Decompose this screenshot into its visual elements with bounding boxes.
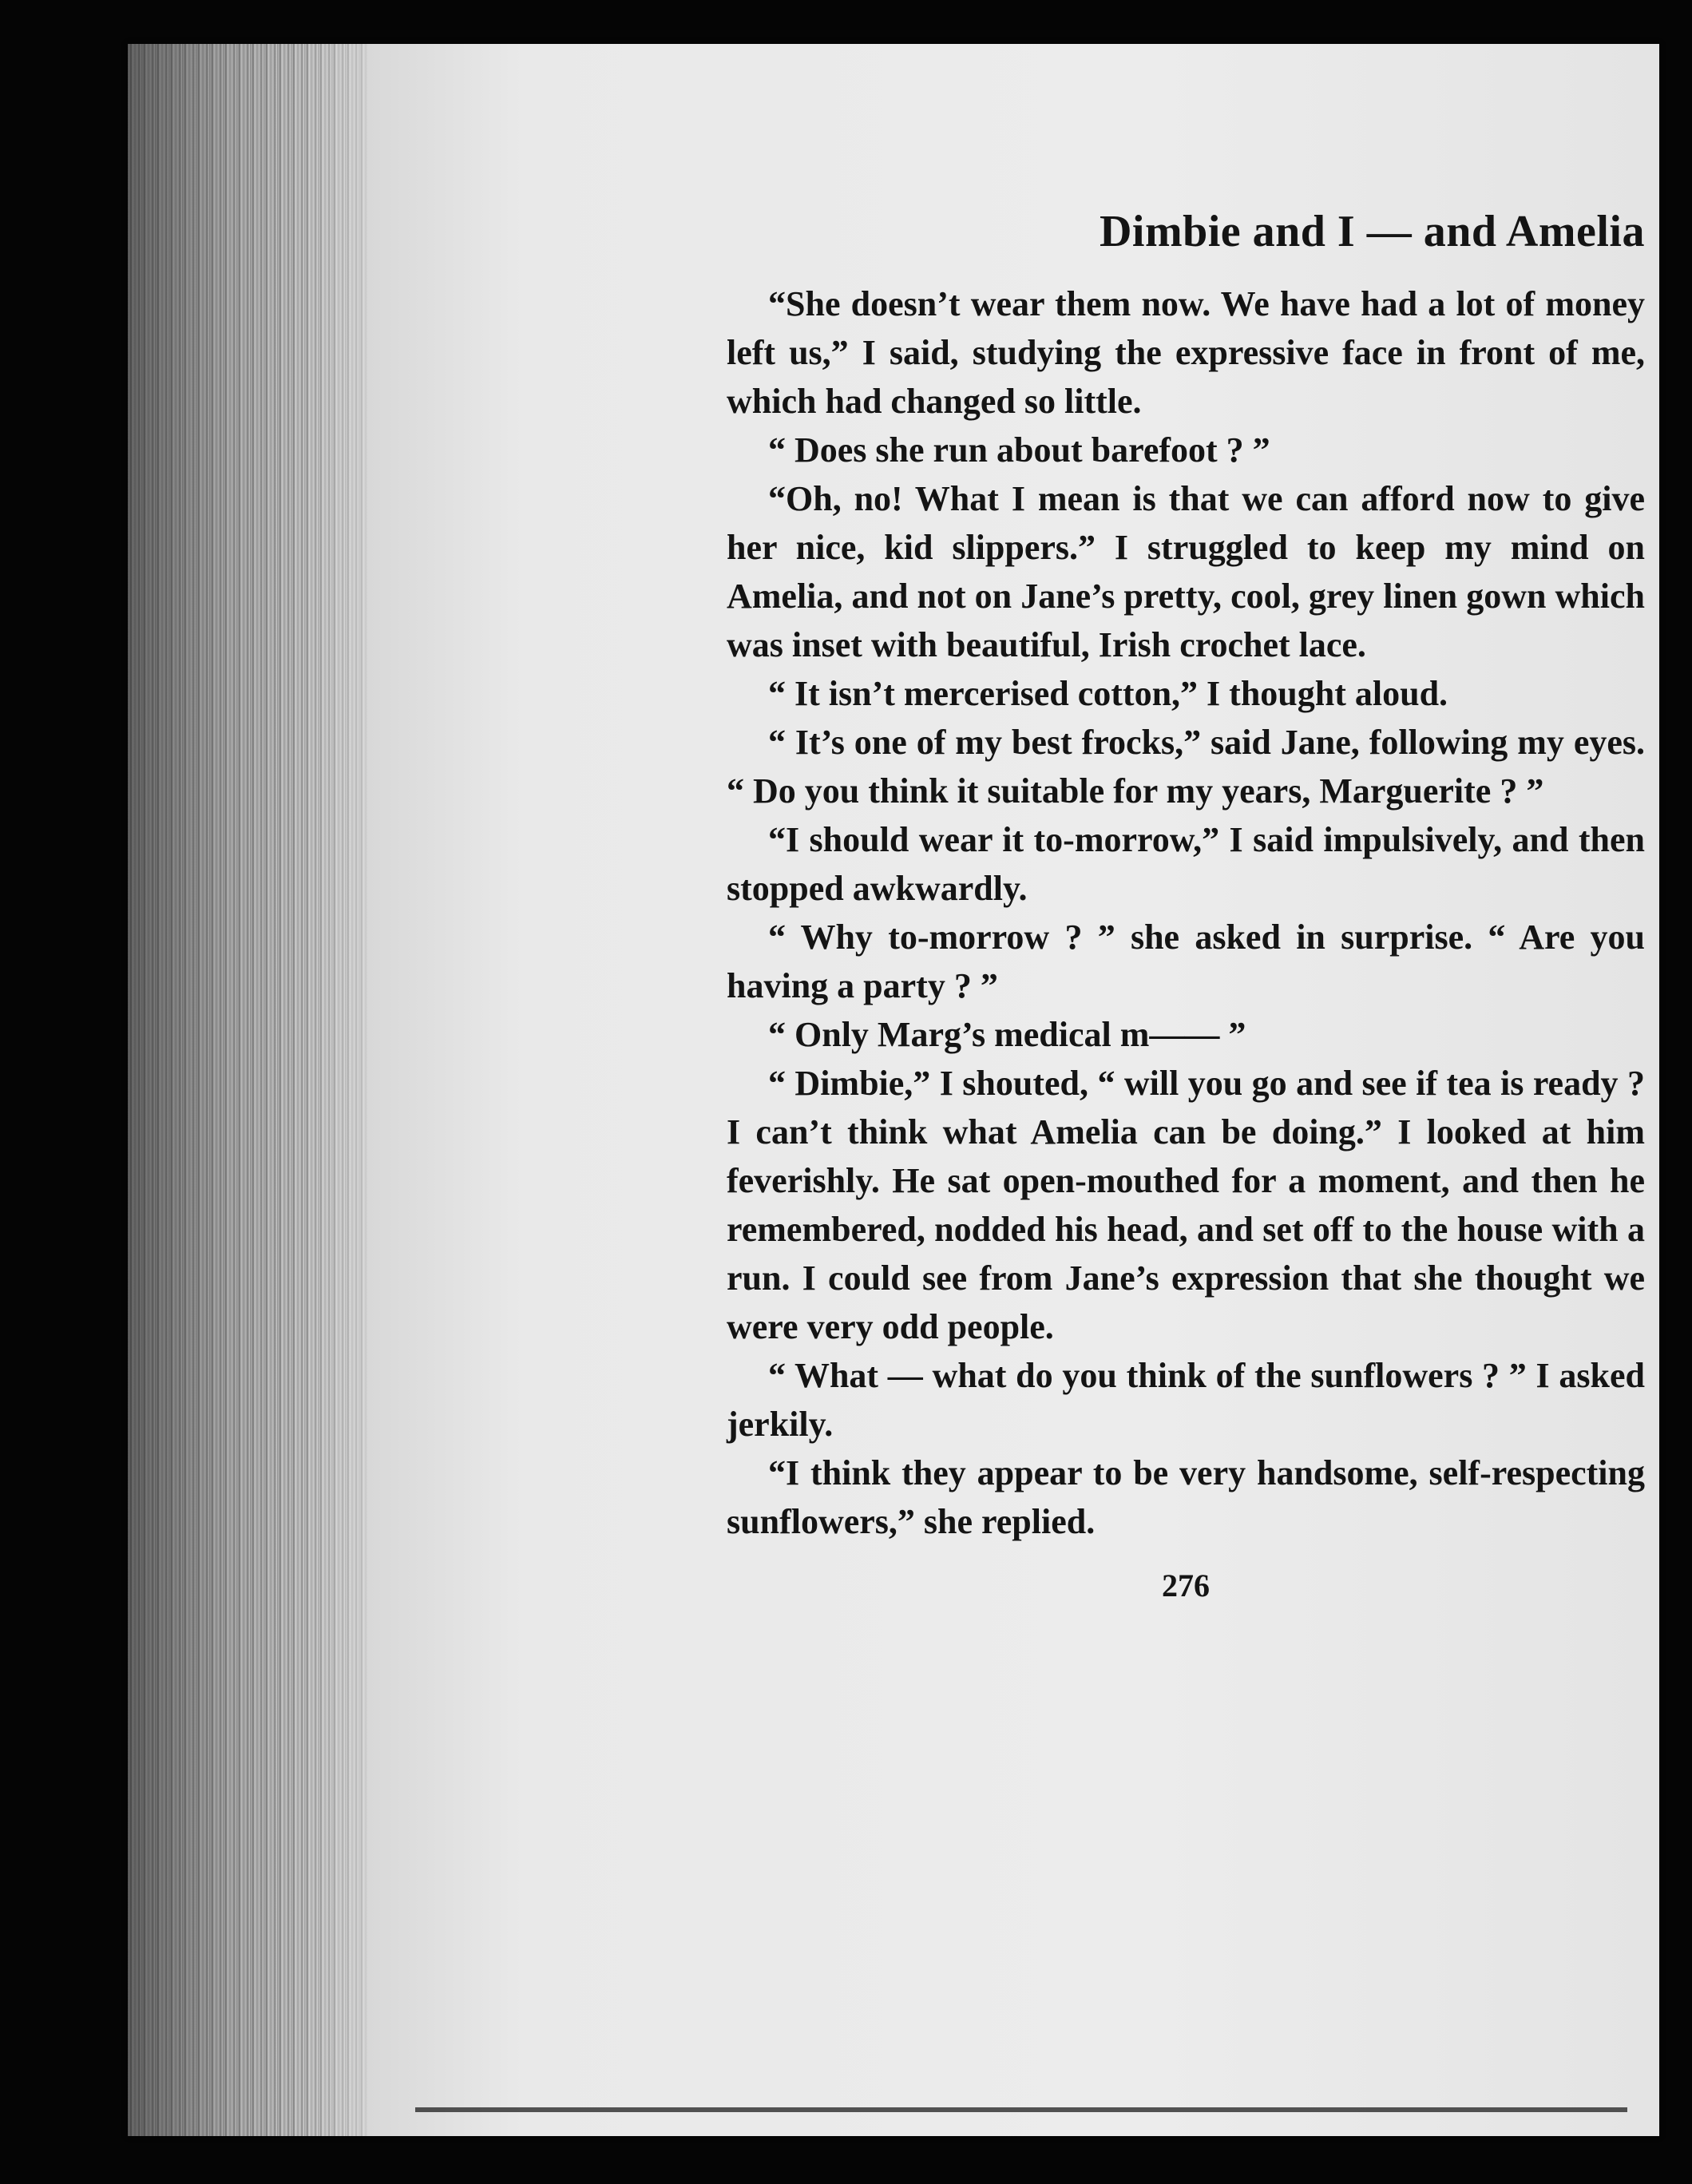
running-head: Dimbie and I — and Amelia xyxy=(1099,207,1645,256)
paragraph: “Oh, no! What I mean is that we can afford now to give her nice, kid slippers.” I struggled to keep my mind on Amelia, and not on Jane’s pretty, cool, grey linen gown which was inset with beautiful, Irish crochet lace. xyxy=(727,479,1645,664)
paragraph: “ Dimbie,” I shouted, “ will you go and see if tea is ready ? I can’t think what Amelia can be doing.” I looked at him feverishly. He sat open-mouthed for a moment, and then he remembered, nodded his head, and set off to the house with a run. I could see from Jane’s expression that she thought we were very odd people. xyxy=(727,1064,1645,1346)
text-block xyxy=(727,200,1645,1610)
page-bottom-edge xyxy=(415,2107,1627,2112)
paragraph: “ Does she run about barefoot ? ” xyxy=(768,430,1270,470)
paragraph: “ Why to-morrow ? ” she asked in surprise. “ Are you having a party ? ” xyxy=(727,918,1645,1005)
paragraph: “ Only Marg’s medical m—— ” xyxy=(768,1015,1246,1054)
paragraph: “ It’s one of my best frocks,” said Jane, following my eyes. “ Do you think it suitable for my years, Marguerite ? ” xyxy=(727,723,1645,811)
paragraph: “She doesn’t wear them now. We have had a lot of money left us,” I said, studying the expressive face in front of me, which had changed so little. xyxy=(727,284,1645,421)
page-number: 276 xyxy=(1162,1568,1210,1603)
paragraph: “ What — what do you think of the sunflowers ? ” I asked jerkily. xyxy=(727,1356,1645,1444)
paragraph: “ It isn’t mercerised cotton,” I thought aloud. xyxy=(768,674,1448,713)
paragraph: “I think they appear to be very handsome, self-respecting sunflowers,” she replied. xyxy=(727,1453,1645,1541)
paragraph: “I should wear it to-morrow,” I said impulsively, and then stopped awkwardly. xyxy=(727,820,1645,908)
